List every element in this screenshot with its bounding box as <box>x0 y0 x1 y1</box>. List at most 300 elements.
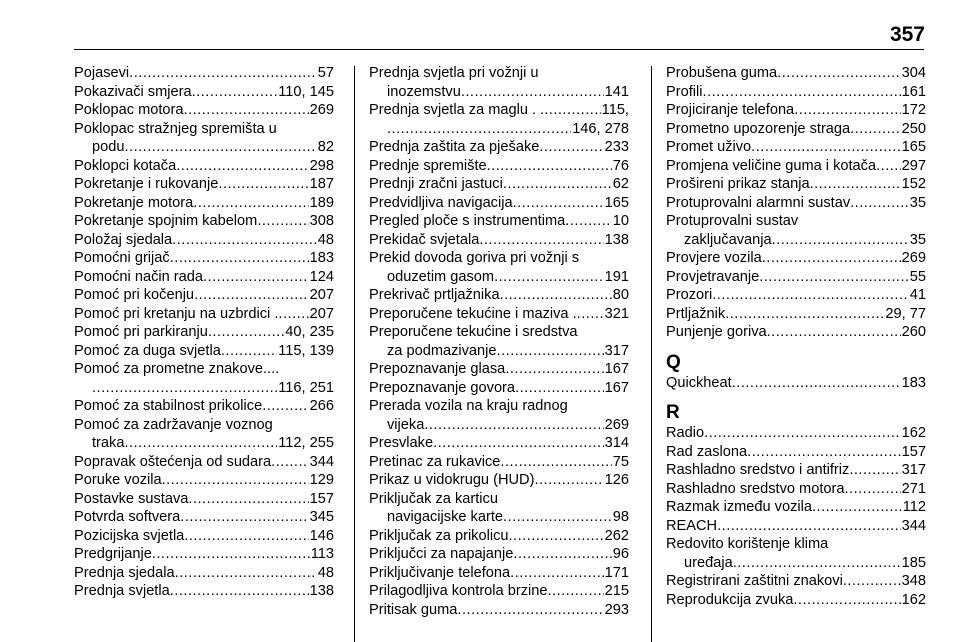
dot-leader <box>794 101 900 120</box>
index-entry-line <box>74 527 334 546</box>
index-entry-term: Pokretanje motora <box>74 194 194 211</box>
index-entry-page-ref[interactable]: 250 <box>901 120 926 137</box>
index-entry-line <box>74 434 334 453</box>
index-entry[interactable] <box>74 527 334 546</box>
dot-leader <box>505 360 603 379</box>
index-entry[interactable] <box>666 194 926 213</box>
index-entry-line <box>369 138 629 157</box>
index-entry[interactable] <box>369 471 629 490</box>
index-entry-page-ref[interactable]: 161 <box>901 83 926 100</box>
index-entry-line <box>369 434 629 453</box>
dot-leader <box>850 194 909 213</box>
index-entry-term: Probušena guma <box>666 65 778 81</box>
index-entry-page-ref[interactable]: 98 <box>612 509 629 525</box>
index-entry[interactable] <box>666 305 926 324</box>
index-entry-page-ref[interactable]: 35 <box>909 231 926 248</box>
index-entry-page-ref[interactable]: 269 <box>309 102 334 118</box>
index-entry-page-ref[interactable]: 185 <box>901 554 926 571</box>
index-entry[interactable] <box>74 545 334 564</box>
dot-leader <box>812 498 902 517</box>
index-entry-term: Priključivanje telefona <box>369 564 511 581</box>
index-entry-page-ref[interactable]: 162 <box>901 591 926 608</box>
index-entry[interactable] <box>369 582 629 601</box>
index-entry[interactable] <box>666 443 926 462</box>
index-entry-page-ref[interactable]: 146, 278 <box>572 120 629 137</box>
index-entry[interactable] <box>74 231 334 250</box>
index-entry-page-ref[interactable]: 348 <box>901 573 926 589</box>
index-entry[interactable] <box>369 305 629 324</box>
index-entry[interactable] <box>666 64 926 83</box>
index-entry[interactable] <box>666 323 926 342</box>
index-entry[interactable] <box>369 601 629 620</box>
index-entry-term: Prerada vozila na kraju radnog <box>369 398 568 414</box>
index-entry-page-ref[interactable]: 314 <box>604 435 629 451</box>
index-entry-line <box>369 194 629 213</box>
page-number: 357 <box>889 23 925 46</box>
dot-leader <box>218 175 308 194</box>
index-entry-page-ref[interactable]: 266 <box>309 398 334 414</box>
index-entry-page-ref[interactable]: 207 <box>309 287 334 303</box>
index-entry[interactable] <box>369 434 629 453</box>
dot-leader <box>772 231 909 250</box>
index-entry[interactable] <box>74 471 334 490</box>
index-entry-line <box>369 453 629 472</box>
index-entry-page-ref[interactable]: 215 <box>604 583 629 599</box>
index-entry-line <box>74 564 334 583</box>
index-entry[interactable] <box>666 572 926 591</box>
index-entry-page-ref[interactable]: 183 <box>309 250 334 266</box>
index-entry-term: Prilagodljiva kontrola brzine <box>369 583 548 599</box>
dot-leader <box>810 175 901 194</box>
index-entry-page-ref[interactable]: 152 <box>901 176 926 192</box>
index-entry-page-ref[interactable]: 172 <box>901 102 926 118</box>
index-entry-page-ref[interactable]: 157 <box>309 490 334 507</box>
dot-leader <box>767 323 901 342</box>
index-entry-page-ref[interactable]: 297 <box>901 157 926 174</box>
index-entry-page-ref[interactable]: 124 <box>309 268 334 285</box>
index-entry-page-ref[interactable]: 76 <box>612 157 629 174</box>
index-entry-term: Pomoćni način rada <box>74 268 203 285</box>
index-entry[interactable] <box>369 175 629 194</box>
index-entry-page-ref[interactable]: 344 <box>901 517 926 534</box>
index-entry-line <box>666 443 926 462</box>
index-entry-page-ref[interactable]: 207 <box>309 305 334 322</box>
index-entry-term: Prednja svjetla <box>74 583 170 599</box>
index-entry-page-ref[interactable]: 189 <box>309 194 334 211</box>
dot-leader <box>703 83 901 102</box>
index-entry-page-ref[interactable]: 35 <box>909 194 926 211</box>
dot-leader <box>762 249 901 268</box>
index-entry[interactable] <box>666 157 926 176</box>
index-entry-page-ref[interactable]: 317 <box>901 462 926 478</box>
index-entry-page-ref[interactable]: 321 <box>604 305 629 322</box>
index-entry[interactable] <box>369 323 629 360</box>
index-entry-page-ref[interactable]: 29, 77 <box>885 305 926 322</box>
index-entry[interactable] <box>74 323 334 342</box>
dot-leader <box>539 138 603 157</box>
dot-leader <box>257 212 308 231</box>
index-entry-term: Registrirani zaštitni znakovi <box>666 573 843 589</box>
index-entry-term: Prednja svjetla pri vožnji u <box>369 65 539 81</box>
index-entry-page-ref[interactable]: 115, <box>601 102 629 118</box>
index-entry-page-ref[interactable]: 162 <box>901 425 926 441</box>
index-entry[interactable] <box>666 249 926 268</box>
dot-leader <box>194 286 309 305</box>
dot-leader <box>92 379 277 398</box>
index-entry-line <box>369 323 629 342</box>
index-entry[interactable] <box>369 194 629 213</box>
dot-leader <box>503 508 612 527</box>
index-entry-page-ref[interactable]: 293 <box>604 601 629 618</box>
index-entry-term: uređaja <box>684 554 733 571</box>
index-entry-page-ref[interactable]: 80 <box>612 287 629 303</box>
index-entry[interactable] <box>74 101 334 120</box>
dot-leader <box>424 416 603 435</box>
index-entry[interactable] <box>369 157 629 176</box>
index-entry-page-ref[interactable]: 271 <box>901 480 926 497</box>
index-entry[interactable] <box>666 120 926 139</box>
index-entry[interactable] <box>666 101 926 120</box>
index-entry-term: podu <box>92 139 125 155</box>
index-entry-page-ref[interactable]: 112 <box>902 499 926 515</box>
index-entry-term: Prepoznavanje glasa <box>369 361 506 377</box>
index-entry[interactable] <box>74 249 334 268</box>
dot-leader <box>515 379 604 398</box>
index-entry[interactable] <box>666 480 926 499</box>
index-entry-term: Redovito korištenje klima <box>666 536 829 552</box>
index-entry[interactable] <box>74 453 334 472</box>
dot-leader <box>221 342 277 361</box>
index-entry[interactable] <box>74 342 334 361</box>
index-entry-term: Prošireni prikaz stanja <box>666 176 810 192</box>
index-entry[interactable] <box>74 212 334 231</box>
index-entry[interactable] <box>74 194 334 213</box>
index-entry-term: Priključci za napajanje <box>369 546 514 562</box>
index-entry-term: Reprodukcija zvuka <box>666 591 794 608</box>
index-entry-page-ref[interactable]: 55 <box>909 268 926 285</box>
index-entry-page-ref[interactable]: 191 <box>604 268 629 285</box>
dot-leader <box>387 120 571 139</box>
index-entry-term: Prepoznavanje govora <box>369 379 516 396</box>
index-entry[interactable] <box>666 461 926 480</box>
index-entry-line <box>369 360 629 379</box>
index-entry-page-ref[interactable]: 262 <box>604 527 629 544</box>
index-entry[interactable] <box>369 64 629 101</box>
index-entry-page-ref[interactable]: 146 <box>309 527 334 544</box>
index-entry-line <box>74 64 334 83</box>
index-entry[interactable] <box>74 582 334 601</box>
index-entry-term: Prekidač svjetala <box>369 231 480 248</box>
index-entry-page-ref[interactable]: 298 <box>309 157 334 174</box>
index-entry-term: Pomoćni grijač <box>74 250 170 266</box>
index-entry-page-ref[interactable]: 308 <box>309 213 334 229</box>
index-entry-page-ref[interactable]: 126 <box>604 472 629 488</box>
index-entry-term: navigacijske karte <box>387 509 503 525</box>
index-entry-line <box>74 471 334 490</box>
index-entry-page-ref[interactable]: 304 <box>901 65 926 81</box>
dot-leader <box>170 249 309 268</box>
index-entry-page-ref[interactable]: 48 <box>317 564 334 581</box>
index-entry-term: Preporučene tekućine i maziva . <box>369 305 577 322</box>
index-entry-line <box>74 453 334 472</box>
index-entry-term: Pregled ploče s instrumentima <box>369 213 566 229</box>
index-entry-page-ref[interactable]: 317 <box>604 342 629 359</box>
index-entry-page-ref[interactable]: 96 <box>612 546 629 562</box>
dot-leader <box>170 582 309 601</box>
index-entry-line <box>74 175 334 194</box>
dot-leader <box>500 453 611 472</box>
index-entry-page-ref[interactable]: 62 <box>612 176 629 192</box>
index-entry-page-ref[interactable]: 112, 255 <box>278 435 334 451</box>
index-entry[interactable] <box>369 138 629 157</box>
dot-leader <box>457 601 603 620</box>
dot-leader <box>188 490 308 509</box>
index-entry-page-ref[interactable]: 115, 139 <box>278 342 334 359</box>
index-entry-line <box>666 591 926 610</box>
dot-leader <box>152 545 310 564</box>
dot-leader <box>733 554 901 573</box>
index-entry-line <box>369 101 629 120</box>
index-entry-line <box>666 424 926 443</box>
index-entry-term: Prikaz u vidokrugu (HUD) <box>369 472 535 488</box>
index-entry-term: Promet uživo <box>666 139 752 155</box>
dot-leader <box>175 564 317 583</box>
index-entry[interactable] <box>666 83 926 102</box>
index-entry[interactable] <box>666 175 926 194</box>
dot-leader <box>544 101 600 120</box>
index-entry-page-ref[interactable]: 113 <box>310 546 334 562</box>
index-entry-term: Pretinac za rukavice <box>369 453 501 470</box>
index-entry-page-ref[interactable]: 157 <box>901 443 926 460</box>
dot-leader <box>203 268 309 287</box>
index-entry-page-ref[interactable]: 183 <box>901 374 926 391</box>
index-entry-line <box>74 508 334 527</box>
index-entry[interactable] <box>74 305 334 324</box>
dot-leader <box>577 305 604 324</box>
dot-leader <box>565 212 611 231</box>
index-entry-term: Pokretanje i rukovanje <box>74 176 219 192</box>
index-entry-page-ref[interactable]: 165 <box>604 194 629 211</box>
index-entry-page-ref[interactable]: 138 <box>309 583 334 599</box>
column-divider <box>354 66 355 642</box>
index-entry-page-ref[interactable]: 269 <box>901 250 926 266</box>
index-entry[interactable] <box>74 83 334 102</box>
index-entry[interactable] <box>666 268 926 287</box>
index-entry-page-ref[interactable]: 269 <box>604 416 629 433</box>
index-entry-line <box>369 527 629 546</box>
index-entry[interactable] <box>74 564 334 583</box>
index-entry-term: Protuprovalni sustav <box>666 213 799 229</box>
index-entry-line <box>74 286 334 305</box>
index-entry-page-ref[interactable]: 344 <box>309 453 334 470</box>
index-entry-page-ref[interactable]: 345 <box>309 509 334 525</box>
index-entry-page-ref[interactable]: 48 <box>317 231 334 248</box>
index-entry-term: zaključavanja <box>684 231 772 248</box>
index-entry-page-ref[interactable]: 57 <box>317 65 334 81</box>
dot-leader <box>717 517 901 536</box>
index-entry-page-ref[interactable]: 110, 145 <box>278 83 334 100</box>
dot-leader <box>503 175 612 194</box>
index-entry[interactable] <box>369 286 629 305</box>
index-entry-page-ref[interactable]: 171 <box>604 564 629 581</box>
index-entry[interactable] <box>74 416 334 453</box>
index-entry[interactable] <box>74 64 334 83</box>
index-entry-term: Prometno upozorenje straga <box>666 120 851 137</box>
index-entry-term: Protuprovalni alarmni sustav <box>666 194 851 211</box>
index-entry[interactable] <box>74 360 334 397</box>
index-entry[interactable] <box>74 268 334 287</box>
index-entry-line <box>74 212 334 231</box>
index-entry-line <box>666 157 926 176</box>
index-entry-term: Rashladno sredstvo motora <box>666 480 845 497</box>
header-rule <box>74 49 924 50</box>
index-entry-line <box>369 508 629 527</box>
index-entry-line <box>74 545 334 564</box>
index-entry-line <box>369 545 629 564</box>
index-entry-term: Prtljažnik <box>666 305 726 322</box>
index-entry-term: REACH <box>666 517 718 534</box>
index-entry[interactable] <box>74 175 334 194</box>
dot-leader <box>777 64 900 83</box>
index-column-2 <box>369 64 629 619</box>
index-entry[interactable] <box>74 508 334 527</box>
index-entry-term: Promjena veličine guma i kotača <box>666 157 877 174</box>
index-entry[interactable] <box>666 517 926 536</box>
index-entry-term: Pozicijska svjetla <box>74 527 185 544</box>
index-column-1 <box>74 64 334 601</box>
index-entry-term: Postavke sustava <box>74 490 189 507</box>
index-entry[interactable] <box>666 535 926 572</box>
index-entry[interactable] <box>74 490 334 509</box>
index-entry-term: Provjere vozila <box>666 250 762 266</box>
index-entry-term: inozemstvu <box>387 83 461 100</box>
index-entry[interactable] <box>666 138 926 157</box>
index-entry-term: Poklopci kotača <box>74 157 177 174</box>
index-entry[interactable] <box>369 490 629 527</box>
index-entry[interactable] <box>369 360 629 379</box>
index-entry-term: Prednja svjetla za maglu . . <box>369 102 545 118</box>
index-entry[interactable] <box>369 545 629 564</box>
index-entry[interactable] <box>666 374 926 393</box>
dot-leader <box>704 424 901 443</box>
index-entry-term: Radio <box>666 425 705 441</box>
index-entry-line <box>666 194 926 213</box>
index-entry-page-ref[interactable]: 167 <box>604 361 629 377</box>
index-entry-line <box>74 305 334 324</box>
index-entry-line <box>369 416 629 435</box>
dot-leader <box>124 138 316 157</box>
dot-leader <box>162 471 309 490</box>
index-entry-line <box>369 249 629 268</box>
index-entry-term: Projiciranje telefona <box>666 102 795 118</box>
index-entry[interactable] <box>666 424 926 443</box>
index-letter-heading: R <box>666 402 680 423</box>
index-entry-line <box>74 490 334 509</box>
index-entry-term: Pojasevi <box>74 65 130 81</box>
index-entry[interactable] <box>369 527 629 546</box>
dot-leader <box>849 461 900 480</box>
index-entry-line <box>74 268 334 287</box>
index-entry-term: Pokretanje spojnim kabelom <box>74 213 258 229</box>
index-entry-line <box>666 286 926 305</box>
index-entry[interactable] <box>369 397 629 434</box>
index-entry-term: Pomoć pri kočenju <box>74 287 195 303</box>
index-entry-line <box>666 461 926 480</box>
index-entry-term: Položaj sjedala <box>74 231 173 248</box>
index-entry[interactable] <box>666 591 926 610</box>
index-entry[interactable] <box>369 564 629 583</box>
index-entry-line <box>666 212 926 231</box>
index-entry-page-ref[interactable]: 10 <box>612 213 629 229</box>
index-entry-term: Profili <box>666 83 703 100</box>
index-entry-page-ref[interactable]: 260 <box>901 324 926 340</box>
index-entry[interactable] <box>74 157 334 176</box>
index-entry-page-ref[interactable]: 116, 251 <box>278 379 334 396</box>
index-entry[interactable] <box>666 212 926 249</box>
index-entry-line <box>74 101 334 120</box>
index-entry-term: za podmazivanje <box>387 342 497 359</box>
index-entry-page-ref[interactable]: 40, 235 <box>285 324 334 340</box>
index-entry[interactable] <box>369 101 629 138</box>
index-entry-page-ref[interactable]: 233 <box>604 139 629 155</box>
index-entry[interactable] <box>369 249 629 286</box>
index-entry-term: Predgrijanje <box>74 546 152 562</box>
index-entry-page-ref[interactable]: 165 <box>901 139 926 155</box>
index-columns <box>74 64 924 642</box>
index-entry-term: Pomoć za prometne znakove.... <box>74 361 280 377</box>
index-entry[interactable] <box>369 212 629 231</box>
index-entry[interactable] <box>369 231 629 250</box>
index-entry-line <box>74 323 334 342</box>
index-entry[interactable] <box>74 120 334 157</box>
dot-leader <box>747 443 901 462</box>
index-entry-page-ref[interactable]: 167 <box>604 379 629 396</box>
index-entry-page-ref[interactable]: 75 <box>612 453 629 470</box>
index-entry-line <box>74 194 334 213</box>
index-entry-page-ref[interactable]: 187 <box>309 176 334 192</box>
index-entry[interactable] <box>369 453 629 472</box>
index-entry-page-ref[interactable]: 141 <box>604 83 629 100</box>
dot-leader <box>129 64 317 83</box>
dot-leader <box>850 120 900 139</box>
index-entry[interactable] <box>666 286 926 305</box>
index-entry-term: vijeka <box>387 416 425 433</box>
dot-leader <box>433 434 604 453</box>
index-entry-page-ref[interactable]: 138 <box>604 231 629 248</box>
index-entry-term: Pomoć pri kretanju na uzbrdici . <box>74 305 279 322</box>
index-entry-page-ref[interactable]: 82 <box>317 139 334 155</box>
index-entry[interactable] <box>74 286 334 305</box>
index-entry-line <box>369 286 629 305</box>
index-entry-page-ref[interactable]: 129 <box>309 472 334 488</box>
index-entry-term: Prekrivač prtljažnika <box>369 287 500 303</box>
index-entry-term: Pokazivači smjera <box>74 83 192 100</box>
index-entry-line <box>666 572 926 591</box>
dot-leader <box>712 286 909 305</box>
index-entry-line <box>74 83 334 102</box>
index-entry-line <box>369 379 629 398</box>
index-entry[interactable] <box>666 498 926 517</box>
index-entry-term: Provjetravanje <box>666 268 760 285</box>
index-entry[interactable] <box>369 379 629 398</box>
index-entry-line <box>369 601 629 620</box>
index-entry[interactable] <box>74 397 334 416</box>
index-entry-line <box>74 138 334 157</box>
index-entry-line <box>666 83 926 102</box>
index-entry-page-ref[interactable]: 41 <box>909 287 926 303</box>
index-entry-line <box>369 564 629 583</box>
index-entry-term: Pritisak guma <box>369 601 458 618</box>
